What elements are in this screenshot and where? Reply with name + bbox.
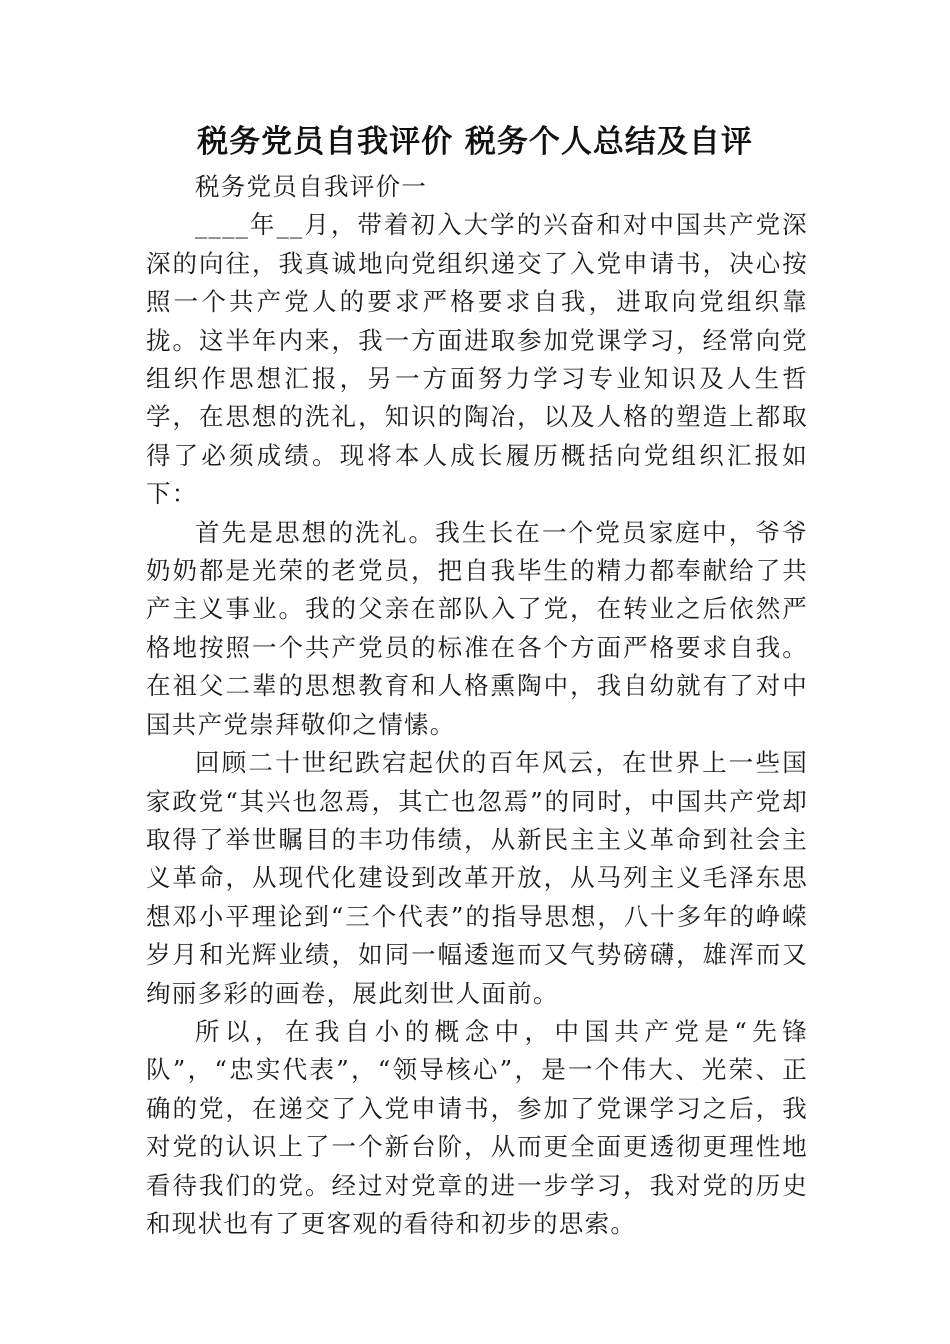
document-body bbox=[146, 168, 808, 1243]
document-title: 税务党员自我评价 税务个人总结及自评 bbox=[197, 124, 753, 160]
body-paragraph-4: 所以，在我自小的概念中，中国共产党是“先锋队”，“忠实代表”，“领导核心”，是一个伟大、光荣、正确的党，在递交了入党申请书，参加了党课学习之后，我对党的认识上了一个新台阶，从而更全面更透彻更理性地看待我们的党。经过对党章的进一步学习，我对党的历史和现状也有了更客观的看待和初步的思索。 bbox=[146, 1016, 808, 1238]
body-paragraph-2: 首先是思想的洗礼。我生长在一个党员家庭中，爷爷奶奶都是光荣的老党员，把自我毕生的精力都奉献给了共产主义事业。我的父亲在部队入了党，在转业之后依然严格地按照一个共产党员的标准在各个方面严格要求自我。在祖父二辈的思想教育和人格熏陶中，我自幼就有了对中国共产党崇拜敬仰之情愫。 bbox=[146, 517, 808, 739]
document-subtitle: 税务党员自我评价一 bbox=[195, 172, 428, 201]
body-paragraph-3: 回顾二十世纪跌宕起伏的百年风云，在世界上一些国家政党“其兴也忽焉，其亡也忽焉”的同时，中国共产党却取得了举世瞩目的丰功伟绩，从新民主主义革命到社会主义革命，从现代化建设到改革开放，从马列主义毛泽东思想邓小平理论到“三个代表”的指导思想，八十多年的峥嵘岁月和光辉业绩，如同一幅逶迤而又气势磅礴，雄浑而又绚丽多彩的画卷，展此刻世人面前。 bbox=[146, 748, 808, 1008]
body-paragraph-1: ____年__月，带着初入大学的兴奋和对中国共产党深深的向往，我真诚地向党组织递交了入党申请书，决心按照一个共产党人的要求严格要求自我，进取向党组织靠拢。这半年内来，我一方面进取参加党课学习，经常向党组织作思想汇报，另一方面努力学习专业知识及人生哲学，在思想的洗礼，知识的陶冶，以及人格的塑造上都取得了必须成绩。现将本人成长履历概括向党组织汇报如下： bbox=[146, 210, 808, 509]
